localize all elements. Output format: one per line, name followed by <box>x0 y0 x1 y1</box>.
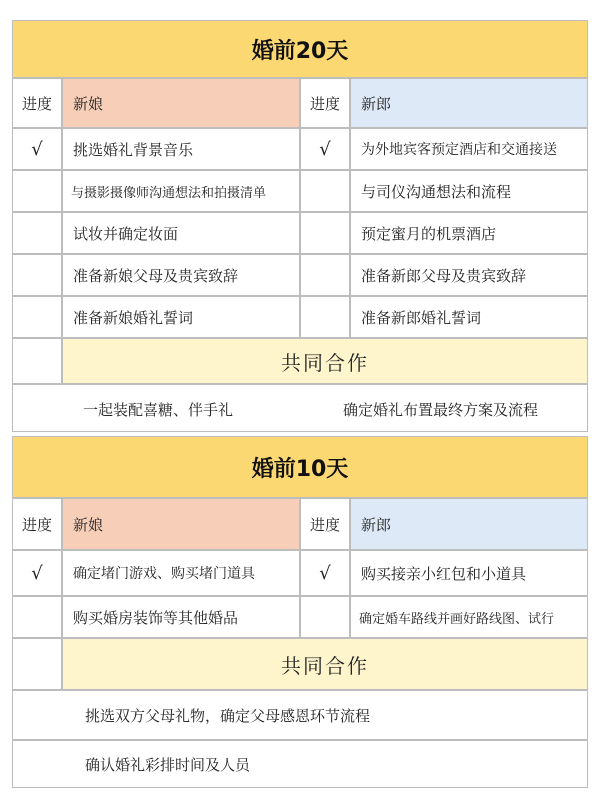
section1-row5-groom-check <box>300 296 350 338</box>
section1-row5-bride-check <box>12 296 62 338</box>
section2-coop-task-row-1 <box>12 690 588 740</box>
section1-row3-groom-task: 预定蜜月的机票酒店 <box>350 212 588 254</box>
section1-row2-bride-task: 与摄影摄像师沟通想法和拍摄清单 <box>62 170 300 212</box>
section1-coop-task-1: 一起装配喜糖、伴手礼 <box>83 401 234 419</box>
section2-progress-header-bride: 进度 <box>12 498 62 550</box>
section1-row4-bride-check <box>12 254 62 296</box>
section2-progress-header-groom: 进度 <box>300 498 350 550</box>
section2-row1-bride-task: 确定堵门游戏、购买堵门道具 <box>62 550 300 596</box>
section2-coop-task-1: 挑选双方父母礼物，确定父母感恩环节流程 <box>85 706 371 725</box>
section1-groom-header: 新郎 <box>350 78 588 128</box>
section1-row1-groom-task: 为外地宾客预定酒店和交通接送 <box>350 128 588 170</box>
section1-row1-groom-check: √ <box>300 128 350 170</box>
section1-row4-groom-check <box>300 254 350 296</box>
section2-coop-task-2: 确认婚礼彩排时间及人员 <box>85 755 251 774</box>
section2-row2-bride-task: 购买婚房装饰等其他婚品 <box>62 596 300 638</box>
section1-row1-bride-task: 挑选婚礼背景音乐 <box>62 128 300 170</box>
section1-title-bar <box>12 20 588 78</box>
section1-row4-bride-task: 准备新娘父母及贵宾致辞 <box>62 254 300 296</box>
section2-coop-title-bar <box>62 638 588 690</box>
section1-coop-tasks <box>12 384 588 432</box>
section2-row1-groom-check: √ <box>300 550 350 596</box>
section1-row5-groom-task: 准备新郎婚礼誓词 <box>350 296 588 338</box>
section1-row2-bride-check <box>12 170 62 212</box>
section1-row3-groom-check <box>300 212 350 254</box>
section2-coop-task-row-2 <box>12 740 588 788</box>
section2-groom-header: 新郎 <box>350 498 588 550</box>
section2-row1-groom-task: 购买接亲小红包和小道具 <box>350 550 588 596</box>
section1-row2-groom-check <box>300 170 350 212</box>
section1-progress-header-bride: 进度 <box>12 78 62 128</box>
section1-coop-task-2: 确定婚礼布置最终方案及流程 <box>343 401 539 419</box>
section2-bride-header: 新娘 <box>62 498 300 550</box>
section1-row3-bride-task: 试妆并确定妆面 <box>62 212 300 254</box>
section1-row1-bride-check: √ <box>12 128 62 170</box>
section1-coop-title-bar <box>62 338 588 384</box>
section2-row1-bride-check: √ <box>12 550 62 596</box>
section2-row2-groom-check <box>300 596 350 638</box>
section1-progress-header-groom: 进度 <box>300 78 350 128</box>
section1-bride-header: 新娘 <box>62 78 300 128</box>
section2-row2-groom-task: 确定婚车路线并画好路线图、试行 <box>350 596 588 638</box>
section2-title-bar <box>12 436 588 498</box>
section1-title: 婚前20天 <box>251 38 349 64</box>
section1-row4-groom-task: 准备新郎父母及贵宾致辞 <box>350 254 588 296</box>
section1-coop-spacer <box>12 338 62 384</box>
section2-title: 婚前10天 <box>251 456 349 482</box>
section1-row2-groom-task: 与司仪沟通想法和流程 <box>350 170 588 212</box>
section1-row3-bride-check <box>12 212 62 254</box>
section2-coop-title: 共同合作 <box>281 653 369 678</box>
section2-coop-spacer <box>12 638 62 690</box>
section2-row2-bride-check <box>12 596 62 638</box>
section1-row5-bride-task: 准备新娘婚礼誓词 <box>62 296 300 338</box>
section1-coop-title: 共同合作 <box>281 350 369 375</box>
